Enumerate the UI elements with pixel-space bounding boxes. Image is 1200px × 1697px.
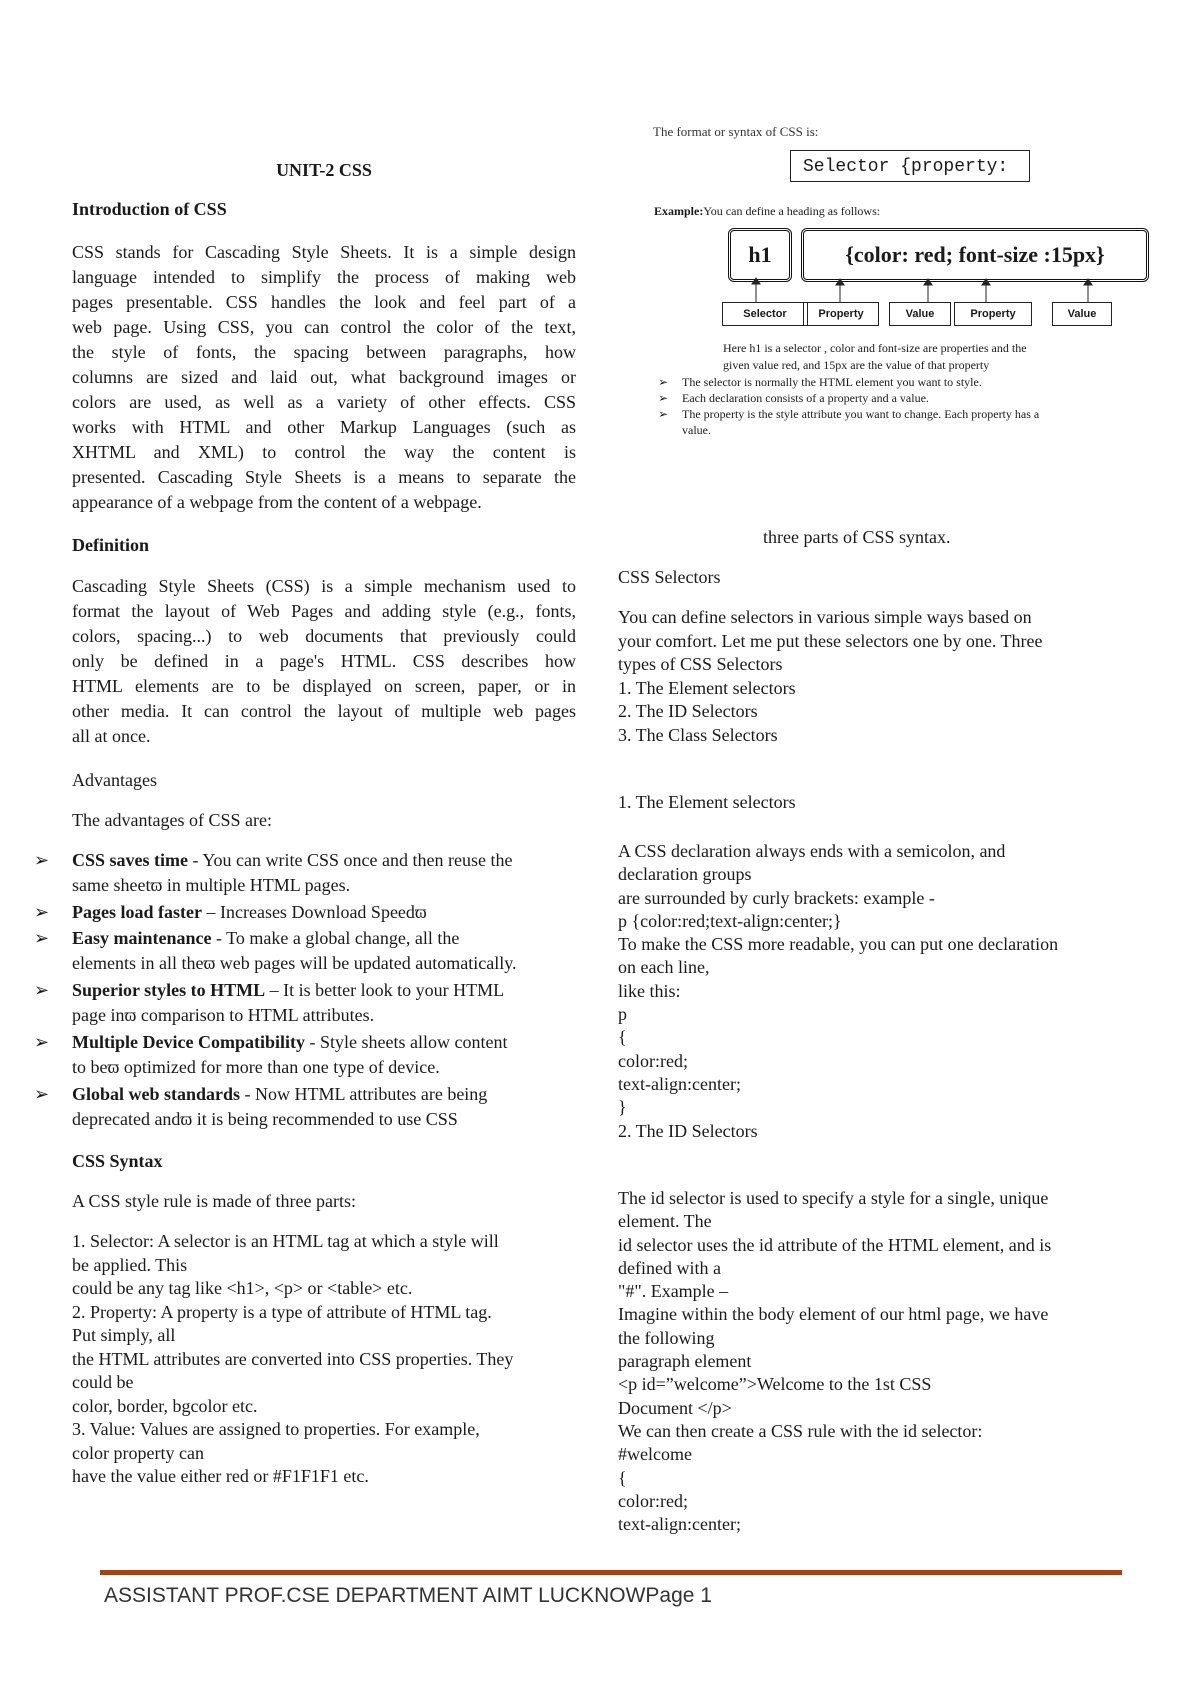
syntax-line: color, border, bgcolor etc. (72, 1395, 258, 1416)
advantage-text: – Increases Download Speedϖ (201, 902, 427, 922)
arrow-bullet-icon: ➢ (658, 407, 669, 421)
element-line: A CSS declaration always ends with a semicolon, and (618, 841, 1006, 861)
element-line: To make the CSS more readable, you can put one declaration (618, 934, 1059, 955)
id-line: { (618, 1467, 627, 1488)
advantage-title: Global web standards (72, 1084, 241, 1104)
advantage-title: CSS saves time (72, 850, 188, 870)
intro-line: CSS stands for Cascading Style Sheets. It is a simple design (72, 242, 576, 262)
advantage-title: Easy maintenance (72, 928, 212, 948)
definition-line: all at once. (72, 726, 151, 746)
syntax-line: be applied. This (72, 1254, 188, 1275)
arrow-bullet-icon: ➢ (658, 391, 669, 405)
element-line: on each line, (618, 957, 710, 978)
definition-line: HTML elements are to be displayed on screen, paper, or in (72, 676, 576, 696)
arrow-bullet-icon: ➢ (34, 902, 50, 922)
advantages-heading: Advantages (72, 770, 157, 790)
advantage-title: Superior styles to HTML (72, 980, 266, 1000)
intro-line: web page. Using CSS, you can control the color of the text, (72, 317, 576, 337)
syntax-parts (72, 1230, 576, 1489)
syntax-line: Put simply, all (72, 1325, 176, 1345)
advantage-text: - To make a global change, all the (211, 928, 460, 948)
advantage-text: - Now HTML attributes are being (240, 1084, 488, 1104)
syntax-line: 3. Value: Values are assigned to properties. For example, (72, 1419, 480, 1439)
advantage-text: - Style sheets allow content (304, 1032, 508, 1052)
id-line: id selector uses the id attribute of the HTML element, and is (618, 1234, 1052, 1255)
selectors-line: 1. The Element selectors (618, 677, 796, 698)
element-selectors-paragraph (618, 840, 1058, 1143)
definition-line: Cascading Style Sheets (CSS) is a simple mechanism used to (72, 576, 576, 596)
advantage-item (34, 900, 576, 925)
intro-line: pages presentable. CSS handles the look and feel part of a (72, 292, 576, 312)
element-selectors-heading: 1. The Element selectors (618, 792, 796, 812)
intro-line: appearance of a webpage from the content of a webpage. (72, 492, 482, 512)
footer-rule (100, 1570, 1122, 1575)
declaration-box: {color: red; font-size :15px} (801, 228, 1149, 282)
advantage-item (34, 1030, 576, 1080)
id-line: color:red; (618, 1490, 688, 1511)
syntax-line: 2. Property: A property is a type of attribute of HTML tag. (72, 1301, 492, 1322)
definition-line: only be defined in a page's HTML. CSS describes how (72, 651, 576, 671)
id-line: the following (618, 1327, 715, 1348)
advantage-text: - You can write CSS once and then reuse the (188, 850, 513, 870)
advantage-title: Multiple Device Compatibility (72, 1032, 305, 1052)
figure-bullets (658, 374, 1039, 438)
selectors-heading: CSS Selectors (618, 567, 721, 587)
figure-part-label: Value (1052, 302, 1112, 326)
selectors-line: types of CSS Selectors (618, 654, 783, 674)
advantage-item (34, 848, 576, 898)
figure-note-line: Here h1 is a selector , color and font-size are properties and the (723, 341, 1027, 355)
intro-line: columns are sized and laid out, what background images or (72, 367, 576, 387)
figure-bullet-text: The selector is normally the HTML element you want to style. (682, 375, 982, 389)
figure-bullet-item (658, 406, 1039, 422)
definition-line: colors, spacing...) to web documents that previously could (72, 626, 576, 646)
id-line: #welcome (618, 1444, 692, 1465)
element-line: are surrounded by curly brackets: example - (618, 887, 935, 908)
advantages-intro: The advantages of CSS are: (72, 810, 272, 830)
page-footer: ASSISTANT PROF.CSE DEPARTMENT AIMT LUCKNOWPage 1 (104, 1584, 712, 1607)
figure-bullet-item (658, 390, 1039, 406)
advantage-item (34, 978, 576, 1028)
id-line: We can then create a CSS rule with the id selector: (618, 1420, 983, 1441)
advantage-text-continued: elements in all theϖ web pages will be updated automatically. (72, 953, 517, 973)
selectors-line: You can define selectors in various simple ways based on (618, 607, 1032, 627)
intro-line: XHTML and XML) to control the way the content is (72, 442, 576, 462)
syntax-line: have the value either red or #F1F1F1 etc. (72, 1466, 369, 1486)
advantage-item (34, 1082, 576, 1132)
element-line: text-align:center; (618, 1073, 741, 1094)
figure-bullet-item (658, 374, 1039, 390)
definition-paragraph (72, 574, 576, 749)
element-line: declaration groups (618, 864, 752, 885)
id-selectors-paragraph (618, 1187, 1051, 1536)
intro-line: the style of fonts, the spacing between paragraphs, how (72, 342, 576, 362)
figure-caption-top: The format or syntax of CSS is: (653, 124, 819, 139)
figure-bullet-item (658, 422, 1039, 438)
definition-line: format the layout of Web Pages and adding style (e.g., fonts, (72, 601, 576, 621)
figure-part-label: Property (803, 302, 879, 326)
id-line: <p id=”welcome”>Welcome to the 1st CSS (618, 1374, 932, 1395)
id-line: element. The (618, 1211, 712, 1232)
example-label: Example: (654, 204, 704, 218)
selectors-line: your comfort. Let me put these selectors one by one. Three (618, 630, 1043, 651)
figure-note-line: given value red, and 15px are the value of that property (723, 358, 990, 372)
element-line: 2. The ID Selectors (618, 1120, 758, 1141)
advantage-text-continued: same sheetϖ in multiple HTML pages. (72, 875, 351, 895)
arrow-bullet-icon: ➢ (34, 980, 50, 1000)
advantage-text-continued: deprecated andϖ it is being recommended to use CSS (72, 1109, 458, 1129)
figure-bullet-text: Each declaration consists of a property and a value. (682, 391, 929, 405)
id-line: The id selector is used to specify a style for a single, unique (618, 1188, 1049, 1208)
element-line: } (618, 1097, 627, 1118)
intro-heading: Introduction of CSS (72, 199, 227, 219)
id-line: paragraph element (618, 1351, 752, 1372)
definition-heading: Definition (72, 535, 150, 555)
advantage-title: Pages load faster (72, 902, 202, 922)
id-line: Document </p> (618, 1397, 732, 1418)
selectors-paragraph (618, 606, 1043, 747)
figure-part-label: Selector (722, 302, 808, 326)
element-line: like this: (618, 980, 681, 1001)
advantage-text-continued: page inϖ comparison to HTML attributes. (72, 1005, 375, 1025)
id-line: "#". Example – (618, 1281, 729, 1302)
h1-selector-box: h1 (728, 228, 792, 282)
id-line: text-align:center; (618, 1514, 741, 1535)
element-line: color:red; (618, 1050, 688, 1071)
figure-bullet-text: value. (682, 423, 711, 437)
intro-paragraph (72, 240, 576, 515)
selectors-line: 3. The Class Selectors (618, 724, 778, 745)
element-line: p (618, 1004, 627, 1025)
arrow-bullet-icon: ➢ (34, 1032, 50, 1052)
figure-arrows (618, 120, 1198, 320)
syntax-line: could be (72, 1372, 134, 1392)
arrow-bullet-icon: ➢ (34, 1084, 50, 1104)
figure-part-label: Property (954, 302, 1032, 326)
syntax-line: color property can (72, 1442, 204, 1463)
advantage-text: – It is better look to your HTML (265, 980, 505, 1000)
intro-line: language intended to simplify the process of making web (72, 267, 576, 287)
element-line: p {color:red;text-align:center;} (618, 910, 842, 931)
id-line: defined with a (618, 1257, 721, 1278)
id-line: Imagine within the body element of our html page, we have (618, 1304, 1049, 1325)
arrow-bullet-icon: ➢ (658, 375, 669, 389)
css-syntax-figure (618, 120, 1198, 440)
figure-part-label: Value (889, 302, 951, 326)
selectors-line: 2. The ID Selectors (618, 701, 758, 721)
definition-line: other media. It can control the layout of multiple web pages (72, 701, 576, 721)
advantage-text-continued: to beϖ optimized for more than one type of device. (72, 1057, 440, 1077)
syntax-line: the HTML attributes are converted into CSS properties. They (72, 1348, 514, 1369)
syntax-line: 1. Selector: A selector is an HTML tag at which a style will (72, 1231, 499, 1251)
syntax-heading: CSS Syntax (72, 1151, 163, 1171)
syntax-intro: A CSS style rule is made of three parts: (72, 1191, 356, 1211)
syntax-line: could be any tag like <h1>, <p> or <table> etc. (72, 1278, 413, 1298)
intro-line: colors are used, as well as a variety of other effects. CSS (72, 392, 576, 412)
example-text: You can define a heading as follows: (703, 204, 881, 218)
intro-line: presented. Cascading Style Sheets is a means to separate the (72, 467, 576, 487)
figure-note (723, 340, 1027, 374)
selector-syntax-box: Selector {property: (790, 150, 1030, 182)
figure-bullet-text: The property is the style attribute you want to change. Each property has a (682, 407, 1040, 421)
figure-caption: three parts of CSS syntax. (763, 527, 951, 547)
intro-line: works with HTML and other Markup Languages (such as (72, 417, 576, 437)
arrow-bullet-icon: ➢ (34, 850, 50, 870)
unit-title: UNIT-2 CSS (276, 160, 372, 180)
element-line: { (618, 1027, 627, 1048)
advantage-item (34, 926, 576, 976)
arrow-bullet-icon: ➢ (34, 928, 50, 948)
